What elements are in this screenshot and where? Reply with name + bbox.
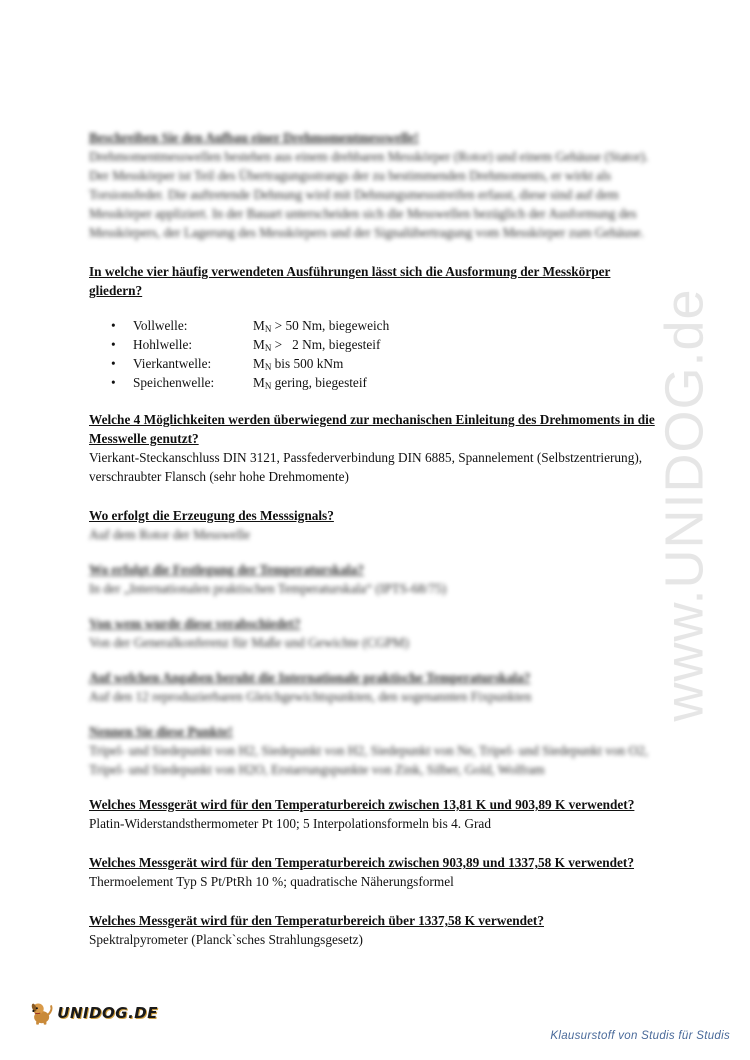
footer-tagline: Klausurstoff von Studis für Studis [550,1030,730,1042]
answer-5: In der „Internationalen praktischen Temperaturskala“ (IPTS-68/75) [89,581,447,596]
qa-block-8 [89,722,664,779]
question-2: In welche vier häufig verwendeten Ausführungen lässt sich die Ausformung der Messkörper gliedern? [89,264,611,298]
document-content [89,128,664,969]
bullet: • [111,337,116,352]
shaft-type-spec: $M_N > 50$ Nm, biegeweich [253,318,390,334]
answer-9: Platin-Widerstandsthermometer Pt 100; 5 Interpolationsformeln bis 4. Grad [89,816,491,831]
bullet: • [111,375,116,390]
qa-block-7 [89,668,664,706]
qa-block-11 [89,911,664,949]
question-10: Welches Messgerät wird für den Temperaturbereich zwischen 903,89 und 1337,58 K verwendet? [89,855,635,870]
list-item [89,354,664,373]
answer-6: Von der Generalkonferenz für Maße und Gewichte (CGPM) [89,635,409,650]
qa-block-6 [89,614,664,652]
qa-block-1 [89,128,664,242]
qa-block-4 [89,506,664,544]
question-9: Welches Messgerät wird für den Temperaturbereich zwischen 13,81 K und 903,89 K verwendet? [89,797,635,812]
question-4: Wo erfolgt die Erzeugung des Messsignals? [89,508,334,523]
question-5: Wo erfolgt die Festlegung der Temperaturskala? [89,562,364,577]
answer-1: Drehmomentmesswellen bestehen aus einem drehbaren Messkörper (Rotor) und einem Gehäuse (Stator). Der Messkörper ist Teil des Übertragungsstrangs der zu bestimmenden Drehmoments, er wirkt als Torsionsfeder. Die auftretende Dehnung wird mit Dehnungsmessstreifen erfasst, diese sind auf dem Messkörper appliziert. In der Bauart unterscheiden sich die Messwellen bezüglich der Ausformung des Messkörpers, der Lagerung des Messkörpers und der Signalübertragung vom Messkörper zum Gehäuse. [89,149,649,240]
watermark-text: www.UNIDOG.de [655,288,715,722]
list-item [89,373,664,392]
question-8: Nennen Sie diese Punkte! [89,724,233,739]
logo-text: UNIDOG.DE [57,1004,158,1022]
qa-block-3 [89,410,664,486]
list-item [89,316,664,335]
answer-10: Thermoelement Typ S Pt/PtRh 10 %; quadratische Näherungsformel [89,874,454,889]
qa-block-5 [89,560,664,598]
question-3: Welche 4 Möglichkeiten werden überwiegend zur mechanischen Einleitung des Drehmoments in die Messwelle genutzt? [89,412,655,446]
shaft-type-name: Speichenwelle: [133,375,215,390]
bullet: • [111,356,116,371]
answer-7: Auf den 12 reproduzierbaren Gleichgewichtspunkten, den sogenannten Fixpunkten [89,689,532,704]
answer-3: Vierkant-Steckanschluss DIN 3121, Passfederverbindung DIN 6885, Spannelement (Selbstzentrierung), verschraubter Flansch (sehr hohe Drehmomente) [89,450,643,484]
list-item [89,335,664,354]
question-11: Welches Messgerät wird für den Temperaturbereich über 1337,58 K verwendet? [89,913,544,928]
shaft-type-name: Vierkantwelle: [133,356,212,371]
question-7: Auf welchen Angaben beruht die Internationale praktische Temperaturskala? [89,670,531,685]
answer-4: Auf dem Rotor der Messwelle [89,527,251,542]
dog-mascot-icon [28,994,55,1032]
shaft-type-spec: $M_N > 2$ Nm, biegesteif [253,337,381,353]
question-6: Von wem wurde diese verabschiedet? [89,616,301,631]
qa-block-10 [89,853,664,891]
shaft-type-name: Hohlwelle: [133,337,193,352]
unidog-logo[interactable] [28,993,158,1033]
question-1: Beschreiben Sie den Aufbau einer Drehmomentmesswelle! [89,130,419,145]
qa-block-9 [89,795,664,833]
answer-8: Tripel- und Siedepunkt von H2, Siedepunkt von H2, Siedepunkt von Ne, Tripel- und Siedepunkt von O2, Tripel- und Siedepunkt von H2O, Erstarrungspunkte von Zink, Silber, Gold, Wolfram [89,743,649,777]
shaft-type-spec: $M_N$ gering, biegesteif [253,375,367,391]
answer-11: Spektralpyrometer (Planck`sches Strahlungsgesetz) [89,932,363,947]
shaft-types-list [89,316,664,392]
bullet: • [111,318,116,333]
qa-block-2 [89,262,664,392]
shaft-type-spec: $M_N$ bis 500 kNm [253,356,344,372]
shaft-type-name: Vollwelle: [133,318,188,333]
